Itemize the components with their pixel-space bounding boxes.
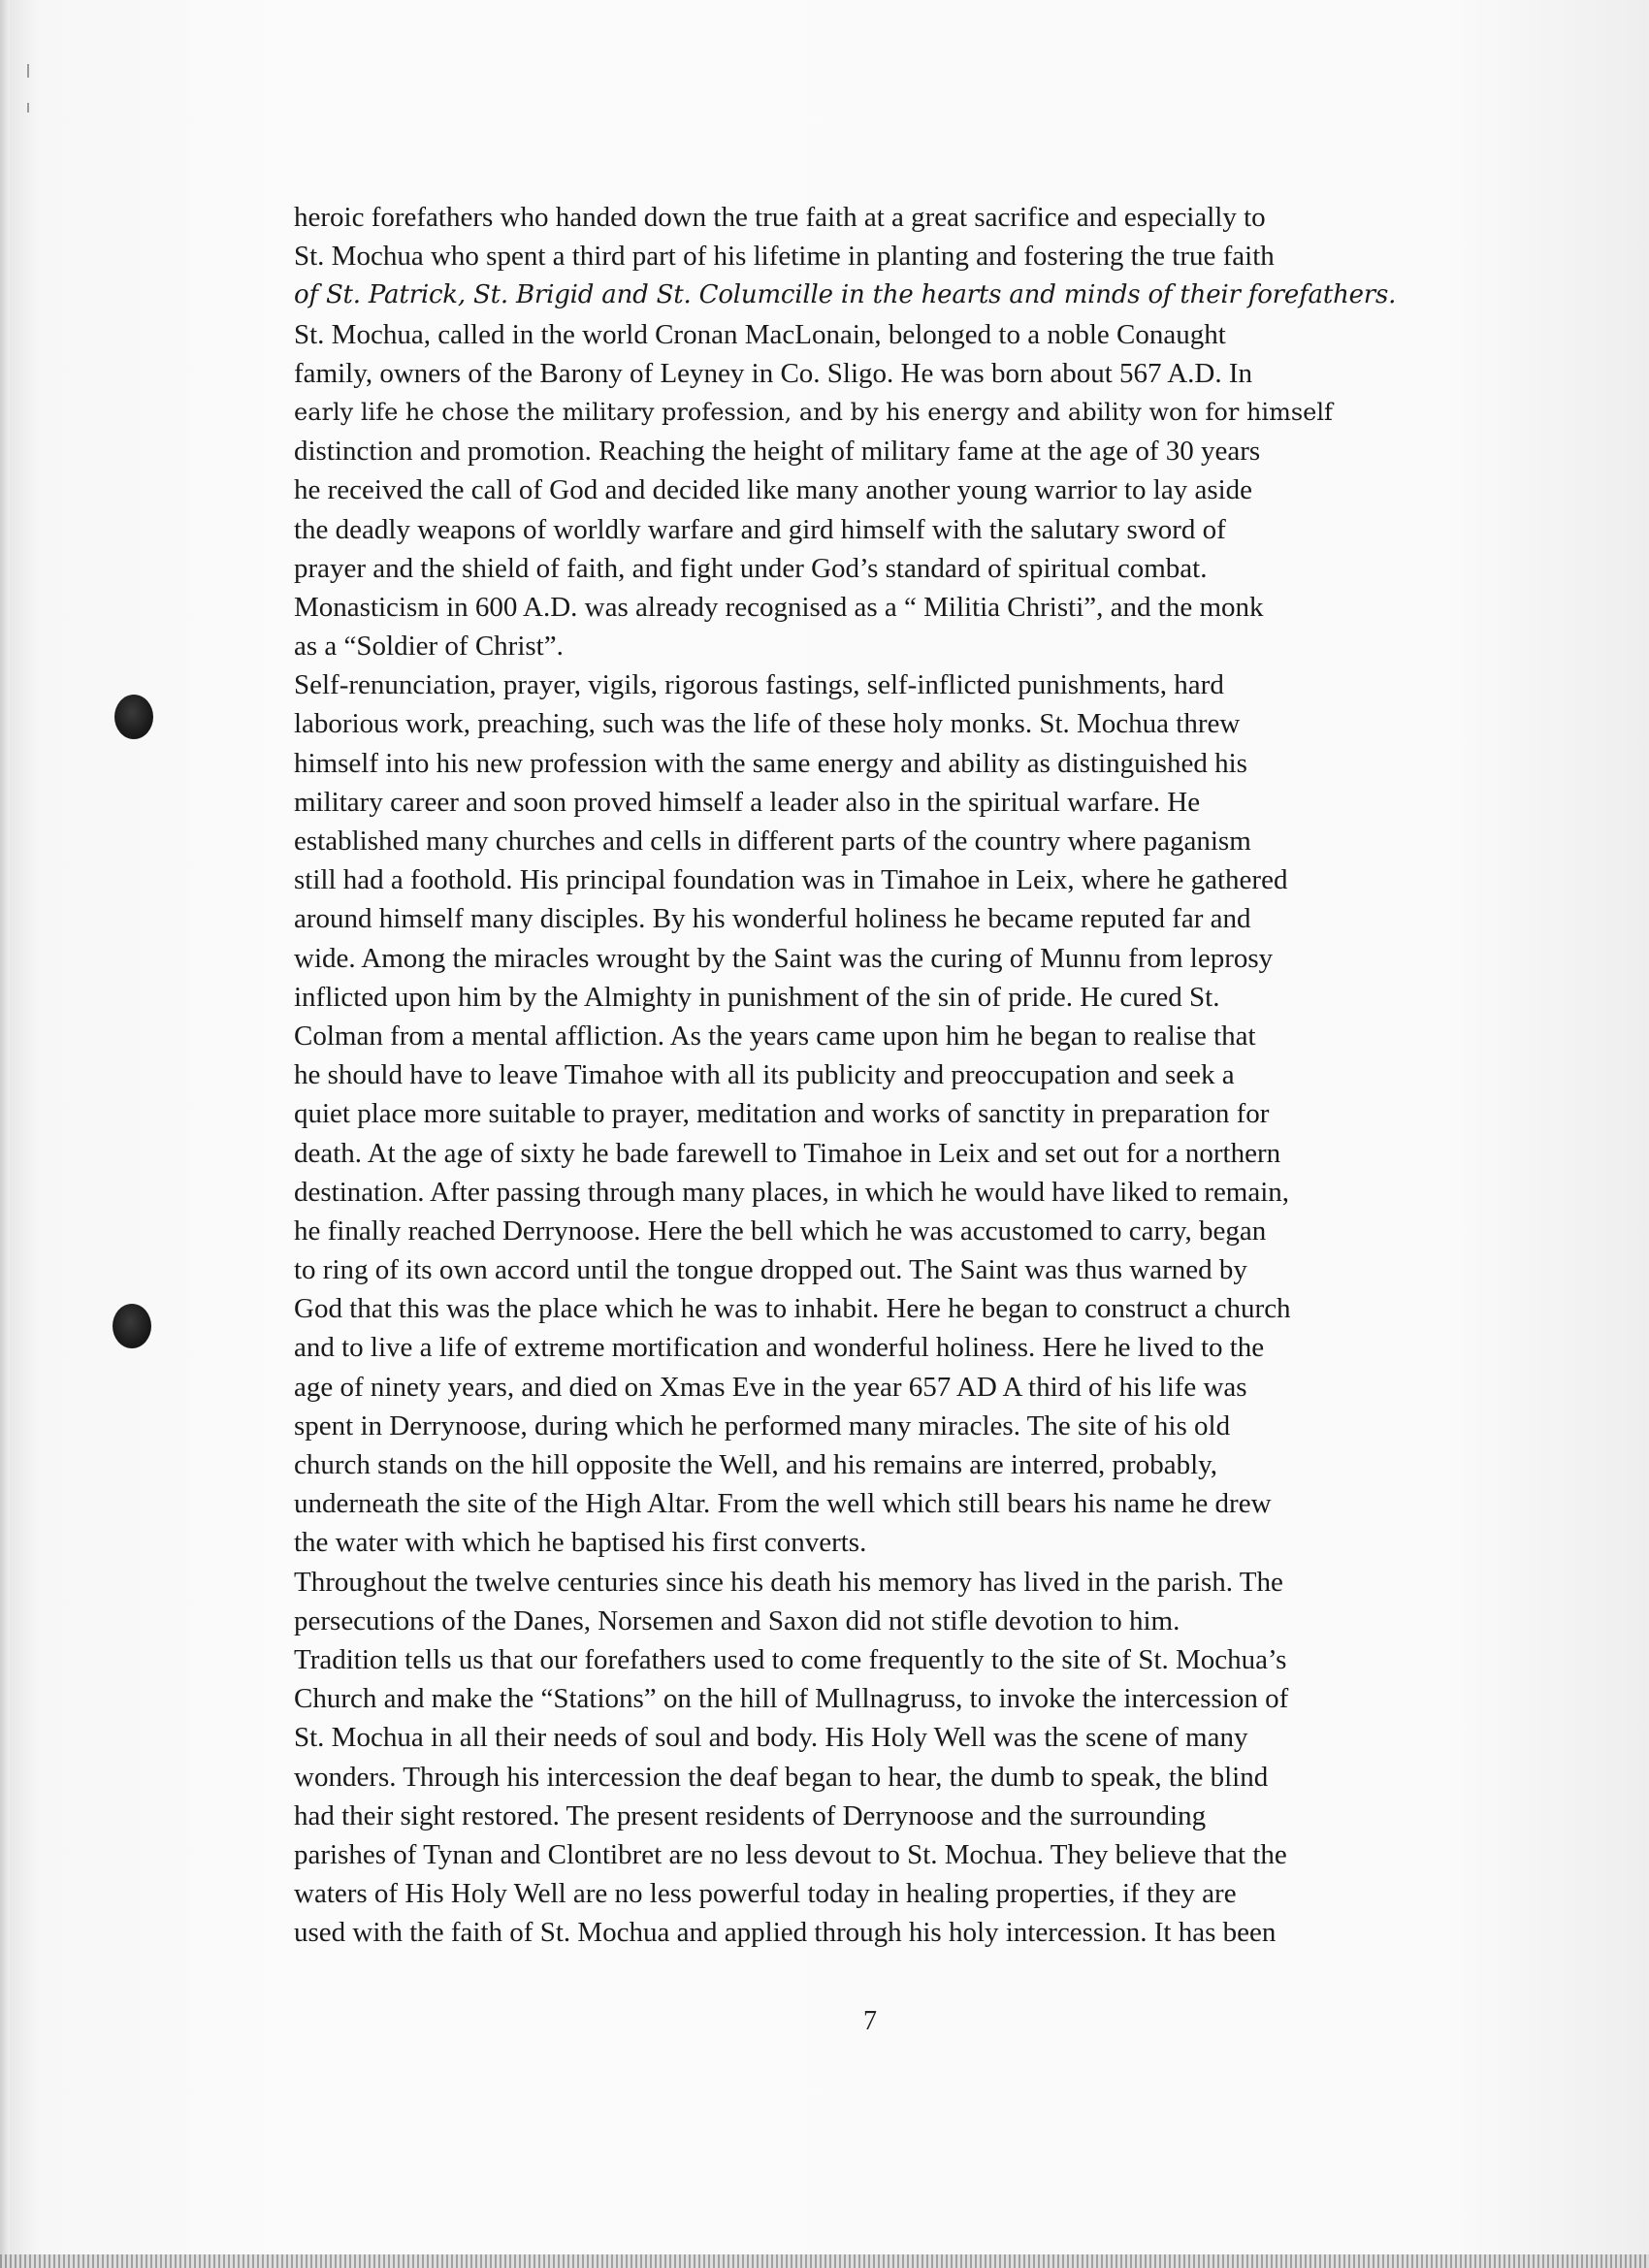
text-line: wonders. Through his intercession the deaf began to hear, the dumb to speak, the blind (294, 1761, 1269, 1793)
scan-mark (27, 64, 29, 78)
text-line: established many churches and cells in different parts of the country where paganism (294, 826, 1251, 857)
text-line: God that this was the place which he was to inhabit. Here he began to construct a church (294, 1293, 1291, 1325)
text-line: prayer and the shield of faith, and fight under God’s standard of spiritual combat. (294, 552, 1208, 584)
text-line: to ring of its own accord until the tongue dropped out. The Saint was thus warned by (294, 1254, 1247, 1286)
text-line: still had a foothold. His principal foundation was in Timahoe in Leix, where he gathered (294, 864, 1288, 896)
text-line: Self-renunciation, prayer, vigils, rigorous fastings, self-inflicted punishments, hard (294, 669, 1224, 701)
punch-hole (113, 1304, 151, 1348)
text-line: as a “Soldier of Christ”. (294, 631, 564, 663)
text-line: of St. Patrick, St. Brigid and St. Columcille in the hearts and minds of their forefathers. (294, 280, 1397, 310)
text-line: himself into his new profession with the same energy and ability as distinguished his (294, 747, 1247, 779)
text-line: Monasticism in 600 A.D. was already recognised as a “ Militia Christi”, and the monk (294, 591, 1264, 623)
text-line: distinction and promotion. Reaching the height of military fame at the age of 30 years (294, 436, 1261, 468)
text-line: quiet place more suitable to prayer, meditation and works of sanctity in preparation for (294, 1098, 1270, 1130)
text-line: spent in Derrynoose, during which he performed many miracles. The site of his old (294, 1409, 1231, 1442)
text-line: laborious work, preaching, such was the life of these holy monks. St. Mochua threw (294, 708, 1241, 740)
body-text (294, 198, 1458, 1952)
text-line: St. Mochua, called in the world Cronan MacLonain, belonged to a noble Conaught (294, 318, 1226, 350)
page-bottom-edge (0, 2254, 1649, 2268)
page-left-edge (0, 0, 10, 2268)
text-line: age of ninety years, and died on Xmas Eve in the year 657 AD A third of his life was (294, 1371, 1247, 1403)
text-line: destination. After passing through many places, in which he would have liked to remain, (294, 1176, 1290, 1208)
text-line: St. Mochua who spent a third part of his lifetime in planting and fostering the true faith (294, 241, 1275, 273)
text-line: waters of His Holy Well are no less powerful today in healing properties, if they are (294, 1878, 1237, 1910)
text-line: persecutions of the Danes, Norsemen and Saxon did not stifle devotion to him. (294, 1604, 1180, 1636)
text-line: early life he chose the military profession, and by his energy and ability won for himself (294, 398, 1333, 426)
text-line: used with the faith of St. Mochua and applied through his holy intercession. It has been (294, 1917, 1277, 1949)
text-line: the deadly weapons of worldly warfare and gird himself with the salutary sword of (294, 513, 1226, 545)
text-line: family, owners of the Barony of Leyney in Co. Sligo. He was born about 567 A.D. In (294, 357, 1252, 389)
text-line: he received the call of God and decided like many another young warrior to lay aside (294, 474, 1253, 506)
text-line: death. At the age of sixty he bade farewell to Timahoe in Leix and set out for a northern (294, 1137, 1281, 1169)
text-line: wide. Among the miracles wrought by the Saint was the curing of Munnu from leprosy (294, 942, 1274, 974)
text-line: parishes of Tynan and Clontibret are no less devout to St. Mochua. They believe that the (294, 1838, 1287, 1870)
text-line: Throughout the twelve centuries since his death his memory has lived in the parish. The (294, 1566, 1283, 1598)
text-line: Tradition tells us that our forefathers used to come frequently to the site of St. Mochua’s (294, 1643, 1287, 1675)
text-line: St. Mochua in all their needs of soul and body. His Holy Well was the scene of many (294, 1722, 1248, 1754)
text-line: had their sight restored. The present residents of Derrynoose and the surrounding (294, 1799, 1207, 1831)
text-line: underneath the site of the High Altar. From the well which still bears his name he drew (294, 1488, 1272, 1520)
text-line: he should have to leave Timahoe with all its publicity and preoccupation and seek a (294, 1059, 1235, 1091)
text-line: he finally reached Derrynoose. Here the bell which he was accustomed to carry, began (294, 1215, 1267, 1247)
scan-mark (27, 103, 29, 113)
text-line: Colman from a mental affliction. As the years came upon him he began to realise that (294, 1020, 1256, 1052)
punch-hole (114, 695, 153, 739)
text-line: the water with which he baptised his first converts. (294, 1527, 867, 1559)
text-line: around himself many disciples. By his wonderful holiness he became reputed far and (294, 903, 1251, 935)
text-line: and to live a life of extreme mortification and wonderful holiness. Here he lived to the (294, 1332, 1265, 1364)
text-line: Church and make the “Stations” on the hill of Mullnagruss, to invoke the intercession of (294, 1683, 1289, 1715)
text-line: inflicted upon him by the Almighty in punishment of the sin of pride. He cured St. (294, 981, 1220, 1013)
text-line: church stands on the hill opposite the Well, and his remains are interred, probably, (294, 1449, 1218, 1480)
text-line: heroic forefathers who handed down the true faith at a great sacrifice and especially to (294, 202, 1266, 233)
text-line: military career and soon proved himself a leader also in the spiritual warfare. He (294, 786, 1201, 818)
page-number: 7 (863, 2006, 877, 2036)
